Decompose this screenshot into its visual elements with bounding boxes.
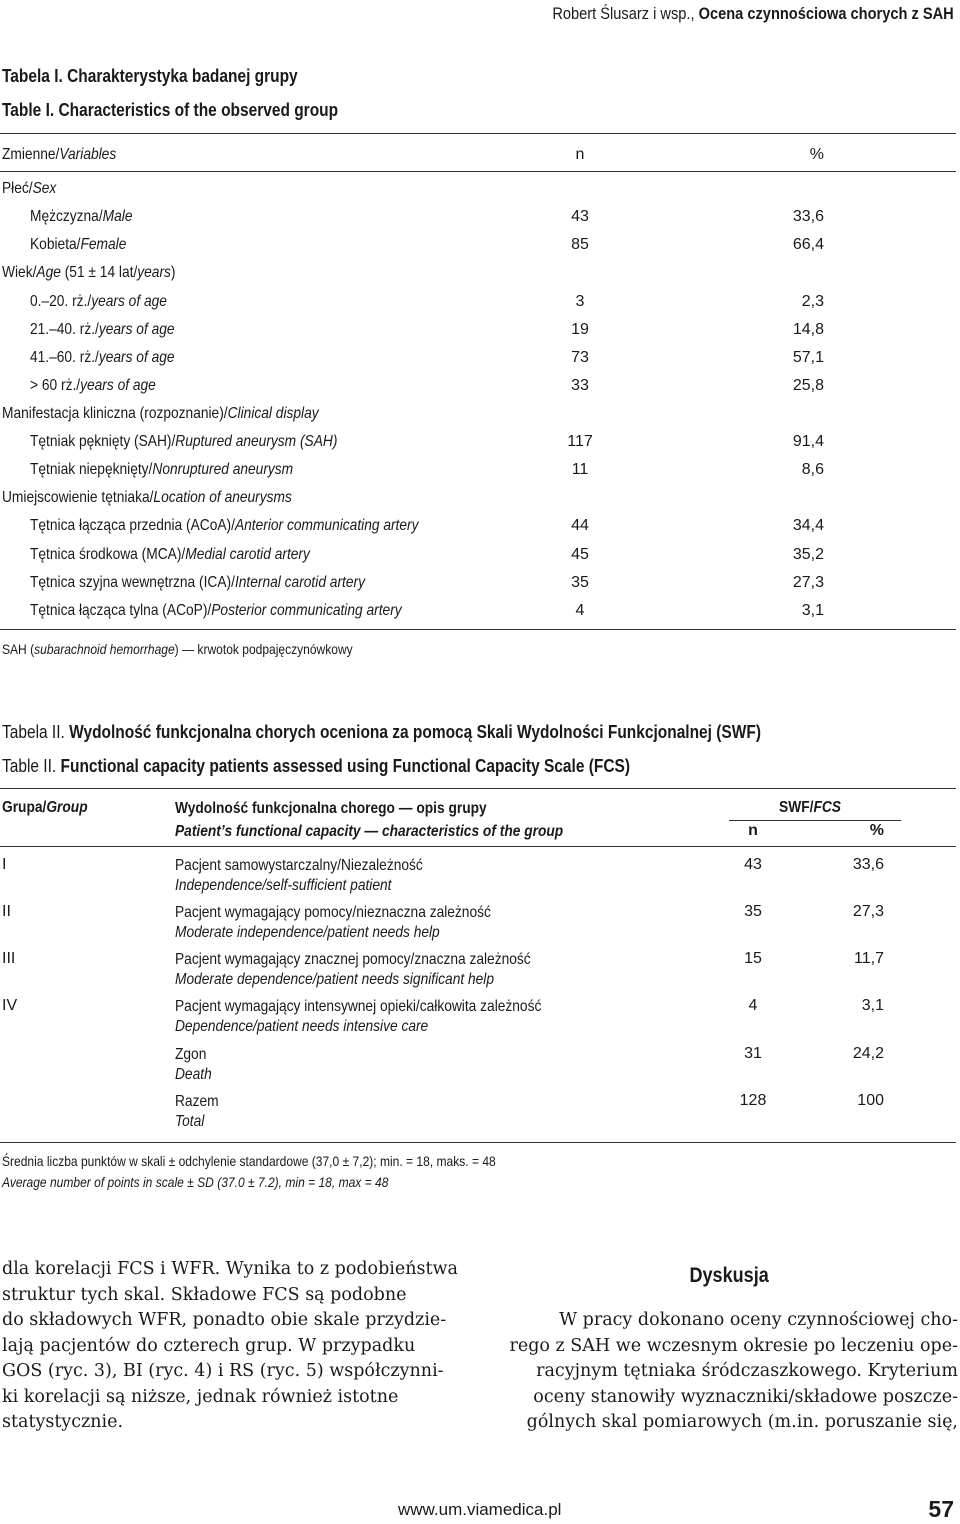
- header-title: Ocena czynnościowa chorych z SAH: [698, 4, 954, 23]
- table1-col-pct: %: [809, 146, 824, 163]
- table2-cell-desc-en: Moderate dependence/patient needs significant help: [175, 971, 495, 988]
- body-right-line: gólnych skal pomiarowych (m.in. poruszanie się,: [526, 1412, 958, 1432]
- table2-cell-desc-en: Dependence/patient needs intensive care: [175, 1018, 429, 1035]
- table2-col-group: Grupa/Group: [2, 799, 88, 816]
- table1-cell-n: 33: [571, 377, 589, 394]
- table1-cell-n: 35: [571, 574, 589, 591]
- running-header: Robert Ślusarz i wsp., Ocena czynnościowa chorych z SAH: [552, 4, 954, 23]
- body-right-column: [500, 1308, 958, 1436]
- table1-cell-pct: 14,8: [792, 321, 824, 338]
- table2-scale-underline: [729, 820, 901, 821]
- table1-cell-n: 3: [575, 293, 585, 310]
- table2-cell-n: 35: [744, 903, 762, 920]
- table2-cell-pct: 100: [857, 1092, 884, 1109]
- table1-row-label: Umiejscowienie tętniaka/Location of aneurysms: [2, 489, 292, 506]
- table1-row-label: Płeć/Sex: [2, 180, 57, 197]
- body-left-line: lają pacjentów do czterech grup. W przypadku: [2, 1335, 416, 1356]
- table2-cell-desc-pl: Pacjent wymagający intensywnej opieki/całkowita zależność: [175, 998, 542, 1015]
- table1-cell-pct: 57,1: [792, 349, 824, 366]
- table1-row-label: 21.–40. rż./years of age: [30, 321, 175, 338]
- body-left-column: [2, 1257, 458, 1436]
- table1-cell-pct: 91,4: [792, 433, 824, 450]
- table2-header-rule: [0, 846, 956, 847]
- table1-row-label: Wiek/Age (51 ± 14 lat/years): [2, 264, 176, 281]
- table2-cell-n: 128: [739, 1092, 767, 1109]
- table2-cell-desc-en: Moderate independence/patient needs help: [175, 924, 440, 941]
- table1-caption-pl: Tabela I. Charakterystyka badanej grupy: [2, 66, 298, 86]
- table2-cell-pct: 11,7: [854, 950, 884, 967]
- table1-cell-n: 4: [575, 602, 585, 619]
- footer-url[interactable]: www.um.viamedica.pl: [398, 1500, 562, 1519]
- table1-cell-pct: 33,6: [792, 208, 824, 225]
- table1-cell-n: 19: [571, 321, 589, 338]
- table2-cell-n: 4: [748, 997, 758, 1014]
- table2-col-n: n: [748, 822, 758, 839]
- table1-top-rule: [0, 133, 956, 134]
- body-right-line: oceny stanowiły wyznaczniki/składowe poszcze-: [533, 1386, 958, 1407]
- body-right-line: rego z SAH we wczesnym okresie po leczeniu ope-: [509, 1335, 958, 1356]
- body-left-line: statystycznie.: [2, 1412, 124, 1432]
- body-left-line: dla korelacji FCS i WFR. Wynika to z podobieństwa: [2, 1259, 458, 1279]
- header-authors: Robert Ślusarz i wsp.: [552, 4, 691, 23]
- table1-cell-pct: 66,4: [792, 236, 824, 253]
- table1-cell-pct: 8,6: [801, 461, 824, 478]
- table1-row-label: Manifestacja kliniczna (rozpoznanie)/Clinical display: [2, 405, 319, 422]
- table1-cell-pct: 35,2: [792, 546, 824, 563]
- table2-cell-desc-pl: Razem: [175, 1093, 219, 1110]
- table2-caption-pl: Tabela II. Wydolność funkcjonalna chorych oceniona za pomocą Skali Wydolności Funkcjonalnej (SWF): [2, 722, 761, 742]
- table1-row-label: Tętniak pęknięty (SAH)/Ruptured aneurysm (SAH): [30, 433, 338, 450]
- table2-bottom-rule: [0, 1142, 956, 1143]
- table1-row-label: 41.–60. rż./years of age: [30, 349, 175, 366]
- table2-cell-desc-en: Independence/self-sufficient patient: [175, 877, 392, 894]
- table1-row-label: 0.–20. rż./years of age: [30, 293, 167, 310]
- table2-note-en: Average number of points in scale ± SD (37.0 ± 7.2), min = 18, max = 48: [2, 1174, 389, 1190]
- table2-cell-n: 15: [744, 950, 762, 967]
- table1-row-label: Mężczyzna/Male: [30, 208, 133, 225]
- table2-cell-pct: 33,6: [852, 856, 884, 873]
- table1-bottom-rule: [0, 629, 956, 630]
- table2-top-rule: [0, 788, 956, 789]
- body-left-line: struktur tych skal. Składowe FCS są podobne: [2, 1284, 407, 1305]
- table1-cell-pct: 25,8: [792, 377, 824, 394]
- table1-row-label: Tętnica łącząca przednia (ACoA)/Anterior communicating artery: [30, 517, 419, 534]
- body-right-line: racyjnym tętniaka śródczaszkowego. Kryterium: [536, 1361, 958, 1381]
- body-right-line: W pracy dokonano oceny czynnościowej cho-: [559, 1310, 958, 1330]
- section-heading: Dyskusja: [689, 1264, 769, 1287]
- table1-cell-n: 11: [571, 461, 589, 478]
- body-left-line: GOS (ryc. 3), BI (ryc. 4) i RS (ryc. 5) współczynni-: [2, 1361, 444, 1381]
- table2-cell-desc-en: Death: [175, 1066, 212, 1083]
- table2-caption-en: Table II. Functional capacity patients assessed using Functional Capacity Scale (FCS): [2, 756, 631, 776]
- table1-row-label: Tętnica środkowa (MCA)/Medial carotid artery: [30, 546, 310, 563]
- table1-row-label: > 60 rż./years of age: [30, 377, 156, 394]
- table2-cell-n: 43: [744, 856, 762, 873]
- table2-col-scale: SWF/FCS: [779, 799, 841, 816]
- table2-cell-pct: 3,1: [861, 997, 884, 1014]
- table2-cell-desc-pl: Pacjent samowystarczalny/Niezależność: [175, 857, 423, 874]
- table1-row-label: Tętnica łącząca tylna (ACoP)/Posterior communicating artery: [30, 602, 402, 619]
- body-left-line: do składowych WFR, ponadto obie skale przydzie-: [2, 1310, 447, 1330]
- table1-cell-n: 45: [571, 546, 589, 563]
- table1-cell-n: 43: [571, 208, 589, 225]
- table2-cell-group: II: [2, 903, 11, 920]
- table1-row-label: Kobieta/Female: [30, 236, 127, 253]
- table1-cell-n: 85: [571, 236, 589, 253]
- table1-row-label: Tętniak niepęknięty/Nonruptured aneurysm: [30, 461, 294, 478]
- table1-cell-n: 117: [567, 433, 593, 450]
- table1-cell-pct: 3,1: [801, 602, 824, 619]
- table1-cell-pct: 2,3: [801, 293, 824, 310]
- table2-cell-n: 31: [744, 1045, 762, 1062]
- table1-row-label: Tętnica szyjna wewnętrzna (ICA)/Internal carotid artery: [30, 574, 365, 591]
- table2-cell-desc-pl: Pacjent wymagający znacznej pomocy/znaczna zależność: [175, 951, 531, 968]
- table2-cell-group: III: [2, 950, 16, 967]
- table2-col-desc-pl: Wydolność funkcjonalna chorego — opis grupy: [175, 800, 487, 817]
- table2-cell-desc-pl: Zgon: [175, 1046, 207, 1063]
- table1-header-rule: [0, 171, 956, 172]
- table2-cell-desc-pl: Pacjent wymagający pomocy/nieznaczna zależność: [175, 904, 491, 921]
- table2-cell-pct: 24,2: [852, 1045, 884, 1062]
- table2-cell-group: I: [2, 856, 7, 873]
- table2-col-desc-en: Patient’s functional capacity — characteristics of the group: [175, 823, 564, 840]
- table1-cell-pct: 34,4: [792, 517, 824, 534]
- table1-caption-en: Table I. Characteristics of the observed group: [2, 100, 339, 120]
- table2-cell-desc-en: Total: [175, 1113, 205, 1130]
- table1-cell-pct: 27,3: [792, 574, 824, 591]
- table2-cell-group: IV: [2, 997, 18, 1014]
- table1-col-variables: Zmienne/Variables: [2, 146, 117, 163]
- table1-footnote: SAH (subarachnoid hemorrhage) — krwotok podpajęczynówkowy: [2, 641, 353, 657]
- table1-cell-n: 44: [571, 517, 589, 534]
- table2-col-pct: %: [869, 822, 884, 839]
- body-left-line: ki korelacji są niższe, jednak również istotne: [2, 1386, 399, 1407]
- table1-cell-n: 73: [571, 349, 589, 366]
- table1-col-n: n: [575, 146, 585, 163]
- table2-note-pl: Średnia liczba punktów w skali ± odchylenie standardowe (37,0 ± 7,2); min. = 18, maks. = 48: [2, 1153, 496, 1169]
- table2-cell-pct: 27,3: [852, 903, 884, 920]
- page-number: 57: [928, 1496, 954, 1522]
